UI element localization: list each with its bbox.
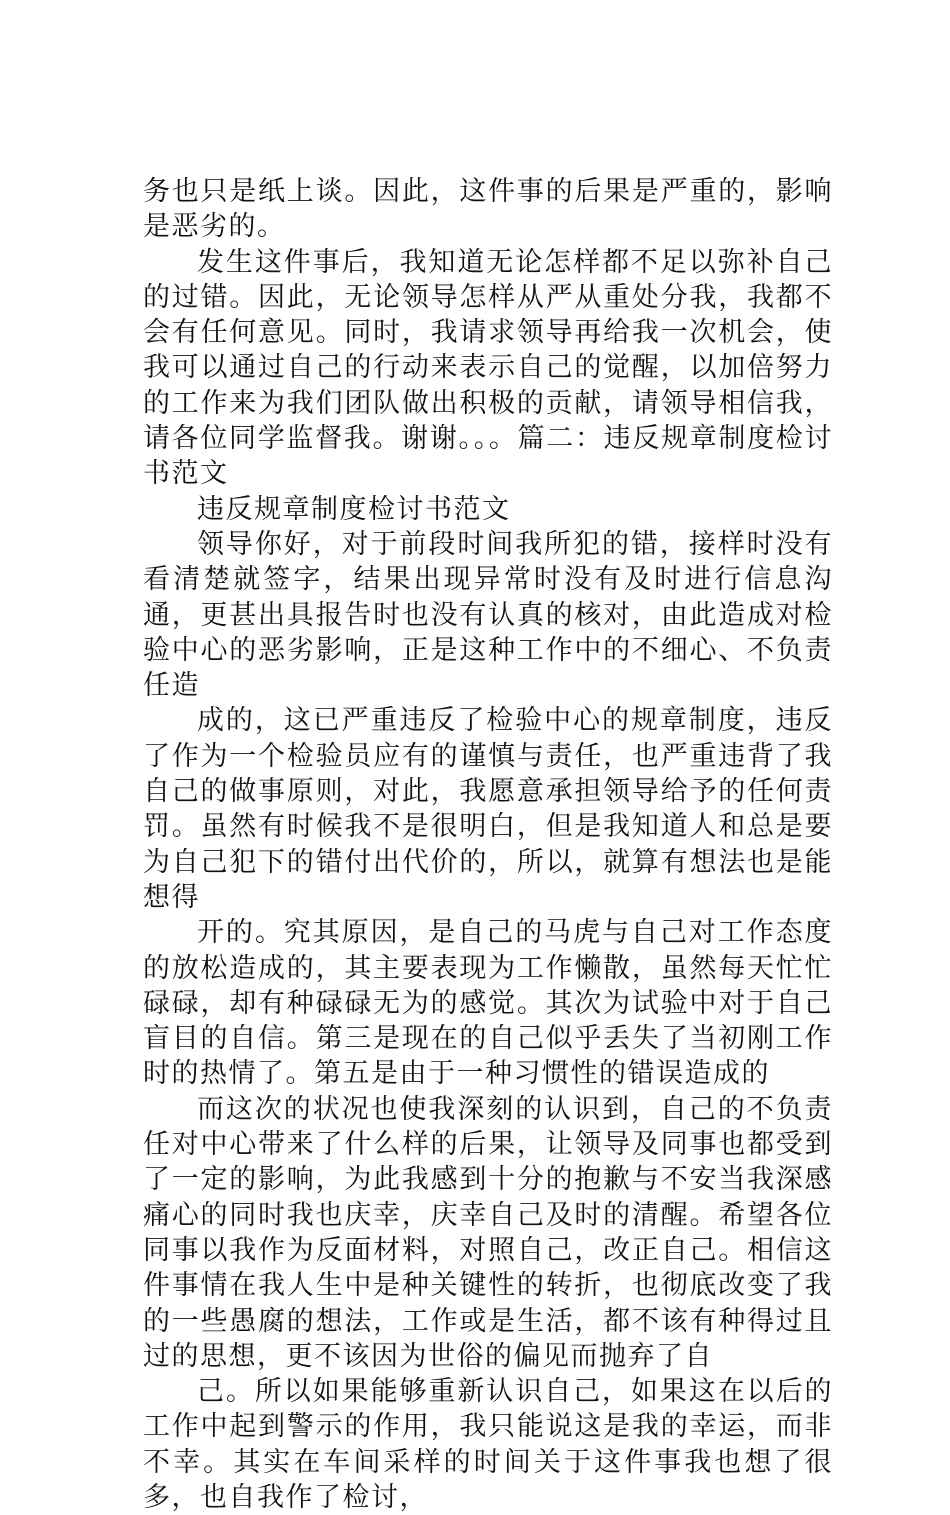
paragraph-violation: 成的，这已严重违反了检验中心的规章制度，违反了作为一个检验员应有的谨慎与责任，也严重违背了我自己的做事原则，对此，我愿意承担领导给予的任何责罚。虽然有时候我不是很明白，但是我知道人和总是要为自己犯下的错付出代价的，所以，就算有想法也是能想得 [143, 705, 833, 913]
paragraph-conclusion: 己。所以如果能够重新认识自己，如果这在以后的工作中起到警示的作用，我只能说这是我的幸运，而非不幸。其实在车间采样的时间关于这件事我也想了很多，也自我作了检讨， [143, 1376, 833, 1513]
section-heading: 违反规章制度检讨书范文 [197, 493, 511, 525]
paragraph-greeting: 领导你好，对于前段时间我所犯的错，接样时没有看清楚就签字，结果出现异常时没有及时进行信息沟通，更甚出具报告时也没有认真的核对，由此造成对检验中心的恶劣影响，正是这种工作中的不细心、不负责任造 [143, 528, 833, 702]
paragraph-reasons: 开的。究其原因，是自己的马虎与自己对工作态度的放松造成的，其主要表现为工作懒散，虽然每天忙忙碌碌，却有种碌碌无为的感觉。其次为试验中对于自己盲目的自信。第三是现在的自己似乎丢失了当初刚工作时的热情了。第五是由于一种习惯性的错误造成的 [143, 917, 833, 1090]
paragraph-reflection: 而这次的状况也使我深刻的认识到，自己的不负责任对中心带来了什么样的后果，让领导及同事也都受到了一定的影响，为此我感到十分的抱歉与不安当我深感痛心的同时我也庆幸，庆幸自己及时的清醒。希望各位同事以我作为反面材料，对照自己，改正自己。相信这件事情在我人生中是种关键性的转折，也彻底改变了我的一些愚腐的想法，工作或是生活，都不该有种得过且过的思想，更不该因为世俗的偏见而抛弃了自 [143, 1093, 833, 1372]
paragraph-apology: 发生这件事后，我知道无论怎样都不足以弥补自己的过错。因此，无论领导怎样从严从重处分我，我都不会有任何意见。同时，我请求领导再给我一次机会，使我可以通过自己的行动来表示自己的觉醒，以加倍努力的工作来为我们团队做出积极的贡献，请领导相信我，请各位同学监督我。谢谢。。。篇二：违反规章制度检讨书范文 [143, 246, 833, 490]
paragraph-continuation: 务也只是纸上谈。因此，这件事的后果是严重的，影响是恶劣的。 [143, 176, 833, 243]
document-body [143, 174, 833, 1515]
